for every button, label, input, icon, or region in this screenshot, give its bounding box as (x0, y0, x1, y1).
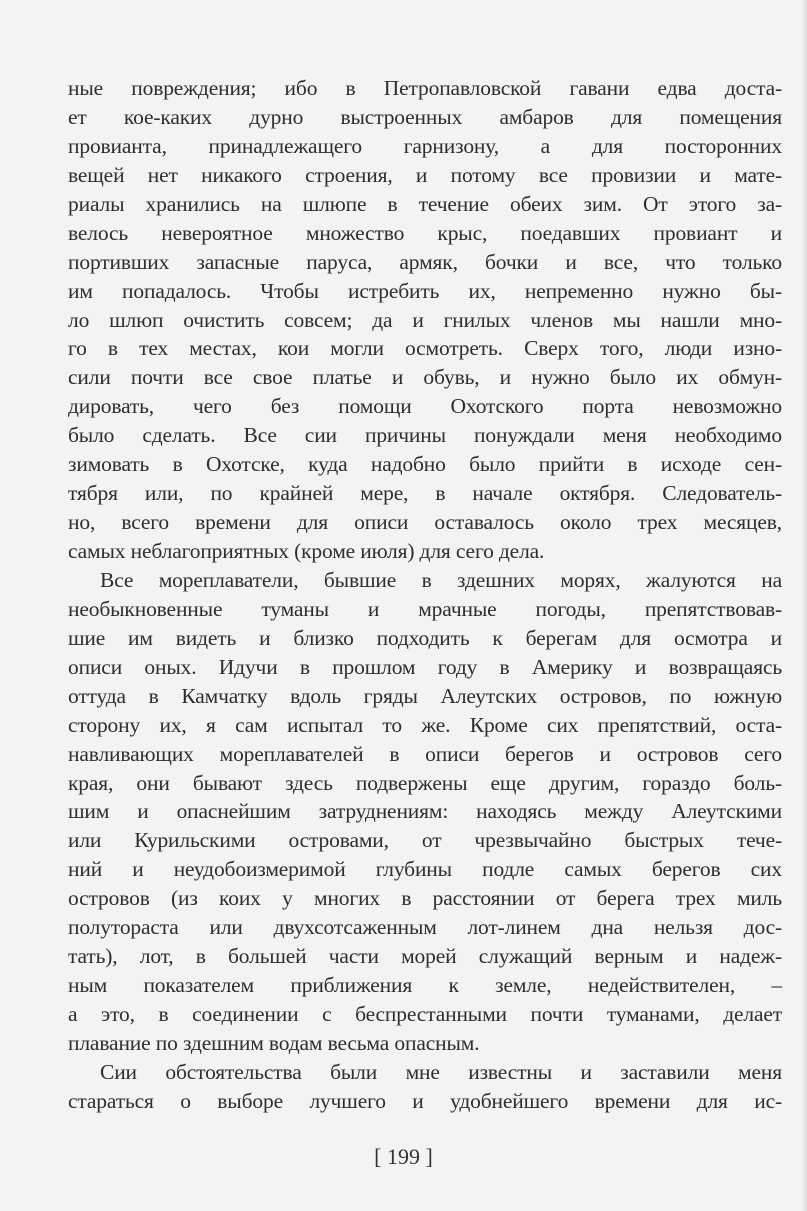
text-line: шие им видеть и близко подходить к берегам для осмотра и (68, 625, 782, 650)
text-line: сторону их, я сам испытал то же. Кроме сих препятствий, оста- (68, 712, 782, 737)
text-line: велось невероятное множество крыс, поедавших провиант и (68, 220, 782, 245)
text-line: было сделать. Все сии причины понуждали меня необходимо (68, 423, 782, 448)
text-line: сили почти все свое платье и обувь, и нужно было их обмун- (68, 365, 782, 390)
paragraph (68, 1058, 782, 1116)
text-line: шим и опаснейшим затруднениям: находясь между Алеутскими (68, 799, 782, 824)
text-line: но, всего времени для описи оставалось около трех месяцев, (68, 510, 782, 535)
paragraph (68, 74, 782, 566)
text-line: ным показателем приближения к земле, недействителен, – (68, 973, 782, 998)
text-line: края, они бывают здесь подвержены еще другим, гораздо боль- (68, 770, 782, 795)
text-line: навливающих мореплавателей в описи берегов и островов сего (68, 741, 782, 766)
text-line: ний и неудобоизмеримой глубины подле самых берегов сих (68, 857, 782, 882)
text-line: тября или, по крайней мере, в начале октября. Следователь- (68, 481, 782, 506)
text-line: самых неблагоприятных (кроме июля) для сего дела. (68, 539, 545, 563)
text-line: зимовать в Охотске, куда надобно было прийти в исходе сен- (68, 452, 782, 477)
text-line: им попадалось. Чтобы истребить их, непременно нужно бы- (68, 278, 782, 303)
text-line: ло шлюп очистить совсем; да и гнилых членов мы нашли мно- (68, 307, 782, 332)
text-line: портивших запасные паруса, армяк, бочки и все, что только (68, 249, 782, 274)
text-line: оттуда в Камчатку вдоль гряды Алеутских островов, по южную (68, 683, 782, 708)
text-line: а это, в соединении с беспрестанными почти туманами, делает (68, 1002, 782, 1026)
text-line: дировать, чего без помощи Охотского порта невозможно (68, 394, 782, 419)
page-body-text (68, 74, 782, 1116)
text-line: риалы хранились на шлюпе в течение обеих зим. От этого за- (68, 191, 782, 216)
text-line: го в тех местах, кои могли осмотреть. Сверх того, люди изно- (68, 336, 782, 361)
text-line: островов (из коих у многих в расстоянии от берега трех миль (68, 886, 782, 911)
text-line: Сии обстоятельства были мне известны и заставили меня (100, 1059, 782, 1084)
paragraph (68, 566, 782, 1058)
page-edge-shadow (801, 0, 807, 1211)
text-line: тать), лот, в большей части морей служащий верным и надеж- (68, 944, 782, 969)
text-line: Все мореплаватели, бывшие в здешних морях, жалуются на (100, 567, 782, 592)
text-line: провианта, принадлежащего гарнизону, а для посторонних (68, 133, 782, 158)
text-line: полутораста или двухсотсаженным лот-линем дна нельзя дос- (68, 915, 782, 940)
text-line: ет кое-каких дурно выстроенных амбаров для помещения (68, 104, 782, 129)
text-line: вещей нет никакого строения, и потому все провизии и мате- (68, 162, 782, 187)
text-line: стараться о выборе лучшего и удобнейшего времени для ис- (68, 1088, 782, 1113)
page-number: [ 199 ] (374, 1144, 433, 1169)
text-line: или Курильскими островами, от чрезвычайно быстрых тече- (68, 828, 782, 853)
text-line: необыкновенные туманы и мрачные погоды, препятствовав- (68, 596, 782, 621)
text-line: ные повреждения; ибо в Петропавловской гавани едва доста- (68, 76, 782, 100)
text-line: плавание по здешним водам весьма опасным. (68, 1030, 480, 1055)
text-line: описи оных. Идучи в прошлом году в Америку и возвращаясь (68, 654, 782, 679)
